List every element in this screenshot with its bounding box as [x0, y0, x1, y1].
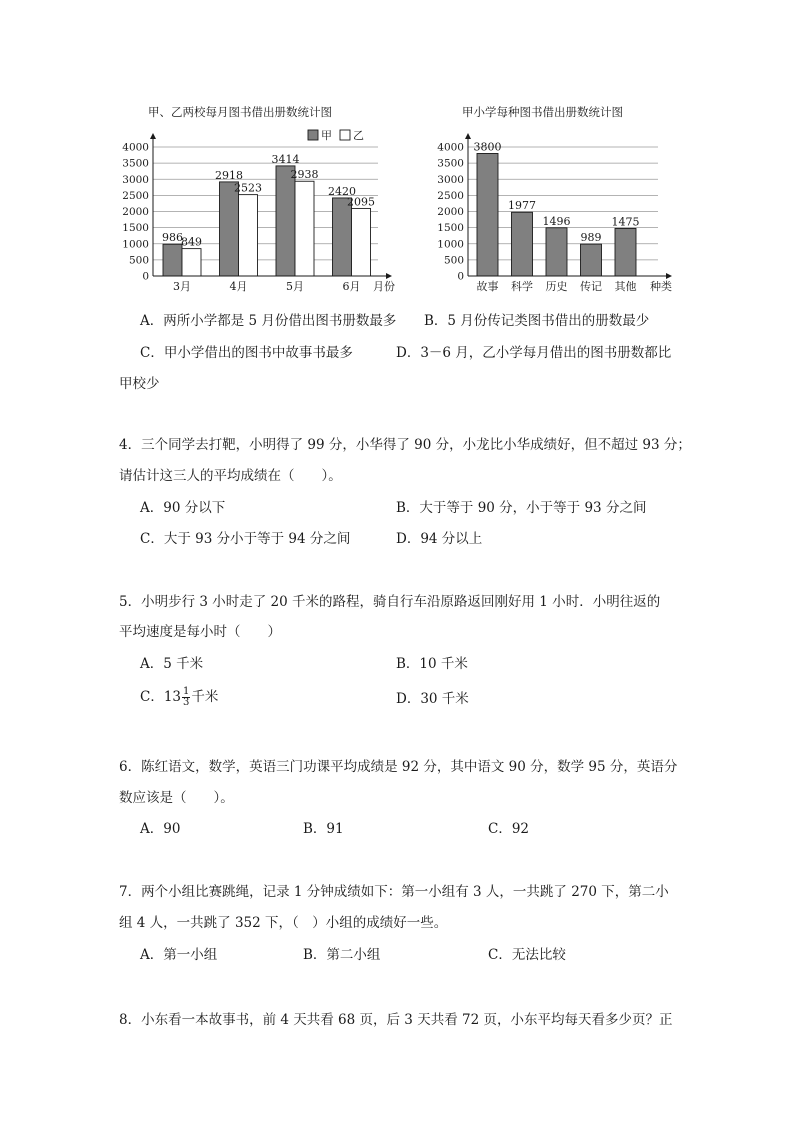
y-tick-label: 1500	[437, 222, 464, 235]
y-axis-arrow	[465, 133, 471, 139]
q5-option-c-suffix: 千米	[191, 689, 219, 705]
q5-option-b: B．10 千米	[396, 656, 468, 672]
q6-stem-line1: 6．陈红语文，数学，英语三门功课平均成绩是 92 分，其中语文 90 分，数学 95 分，英语分	[119, 759, 678, 775]
bar-value-label: 989	[580, 231, 602, 245]
bar	[512, 212, 533, 276]
x-axis-arrow	[386, 273, 392, 279]
q4-stem-line1: 4．三个同学去打靶，小明得了 99 分，小华得了 90 分，小龙比小华成绩好，但不超过 93 分；	[119, 437, 691, 453]
bar-value-label: 1977	[508, 199, 536, 213]
q3-option-c: C．甲小学借出的图书中故事书最多	[140, 345, 353, 361]
q5-option-c-prefix: C．13	[140, 689, 182, 705]
x-tick-label: 3月	[173, 280, 191, 293]
bar-value-label: 986	[162, 231, 183, 245]
bar	[546, 228, 567, 276]
q4-stem-line2: 请估计这三人的平均成绩在（ ）。	[119, 468, 342, 484]
y-tick-label: 500	[443, 254, 464, 267]
bar	[239, 195, 258, 276]
legend-swatch	[308, 130, 318, 140]
legend-swatch	[340, 130, 350, 140]
q6-option-a: A．90	[140, 821, 181, 837]
q5-option-c-numerator: 1	[183, 686, 190, 697]
q7-option-c: C．无法比较	[488, 947, 566, 963]
bar-value-label: 2095	[347, 195, 375, 209]
y-tick-label: 2500	[437, 189, 464, 202]
q5-option-c-denominator: 3	[183, 697, 190, 708]
chart2-title: 甲小学每种图书借出册数统计图	[462, 105, 623, 119]
q6-stem-line2: 数应该是（ ）。	[119, 790, 234, 806]
y-tick-label: 4000	[122, 141, 149, 154]
q5-stem-line1: 5．小明步行 3 小时走了 20 千米的路程，骑自行车沿原路返回刚好用 1 小时．小明往返的	[119, 594, 661, 610]
bar	[220, 182, 239, 276]
q3-option-d: D．3－6 月，乙小学每月借出的图书册数都比	[396, 345, 672, 361]
legend-label: 乙	[353, 129, 364, 142]
q7-option-a: A．第一小组	[140, 947, 218, 963]
bar-value-label: 2918	[215, 168, 243, 182]
x-axis-label: 种类	[650, 280, 672, 293]
y-tick-label: 2500	[122, 189, 149, 202]
q4-option-b: B．大于等于 90 分，小于等于 93 分之间	[396, 500, 647, 516]
q4-option-c: C．大于 93 分小于等于 94 分之间	[140, 531, 351, 547]
q6-option-b: B．91	[303, 821, 344, 837]
chart1-svg	[110, 124, 410, 304]
chart2-svg	[420, 124, 690, 304]
y-tick-label: 1000	[437, 238, 464, 251]
y-tick-label: 3000	[122, 173, 149, 186]
y-tick-label: 500	[128, 254, 149, 267]
bar-value-label: 2938	[290, 168, 319, 182]
bar-value-label: 2523	[234, 181, 262, 195]
y-tick-label: 0	[142, 270, 149, 283]
bar-value-label: 3414	[271, 152, 300, 166]
legend-label: 甲	[321, 129, 332, 142]
bar	[163, 244, 182, 276]
chart1-title: 甲、乙两校每月图书借出册数统计图	[148, 105, 332, 119]
x-axis-label: 月份	[373, 280, 395, 293]
bar	[295, 181, 314, 276]
bar	[581, 244, 602, 276]
bar	[477, 153, 498, 276]
y-tick-label: 3500	[122, 157, 149, 170]
q5-option-c-fraction	[182, 687, 190, 708]
bar-value-label: 1475	[611, 215, 640, 229]
x-tick-label: 4月	[229, 280, 248, 293]
bar	[276, 166, 295, 276]
x-axis-arrow	[666, 273, 672, 279]
y-tick-label: 2000	[122, 206, 149, 218]
q5-option-a: A．5 千米	[140, 656, 204, 672]
x-tick-label: 5月	[286, 280, 304, 293]
x-tick-label: 6月	[342, 280, 361, 293]
bar	[182, 249, 201, 276]
bar	[333, 198, 352, 276]
q4-option-d: D．94 分以上	[396, 531, 483, 547]
bar	[615, 228, 636, 276]
x-tick-label: 故事	[476, 280, 499, 293]
q7-option-b: B．第二小组	[303, 947, 381, 963]
bar-value-label: 849	[181, 235, 202, 249]
q5-option-c	[140, 687, 218, 708]
bar	[352, 208, 371, 276]
x-tick-label: 其他	[614, 280, 637, 293]
q3-option-a: A．两所小学都是 5 月份借出图书册数最多	[140, 313, 397, 329]
q7-stem-line2: 组 4 人，一共跳了 352 下，（ ）小组的成绩好一些。	[119, 915, 448, 931]
x-tick-label: 科学	[511, 280, 533, 293]
y-tick-label: 3000	[437, 173, 464, 186]
x-tick-label: 传记	[580, 280, 602, 293]
bar-value-label: 1496	[542, 214, 571, 228]
q6-option-c: C．92	[488, 821, 530, 837]
y-tick-label: 2000	[437, 206, 464, 218]
q8-stem-line1: 8．小东看一本故事书，前 4 天共看 68 页，后 3 天共看 72 页，小东平均每天看多少页？正	[119, 1012, 673, 1028]
q3-option-b: B．5 月份传记类图书借出的册数最少	[424, 313, 650, 329]
q4-option-a: A．90 分以下	[140, 500, 226, 516]
q7-stem-line1: 7．两个小组比赛跳绳，记录 1 分钟成绩如下：第一小组有 3 人，一共跳了 270 下，第二小	[119, 884, 669, 900]
q3-option-d-cont: 甲校少	[119, 376, 160, 392]
y-tick-label: 1000	[122, 238, 149, 251]
y-tick-label: 3500	[437, 157, 464, 170]
y-tick-label: 4000	[437, 141, 464, 154]
x-tick-label: 历史	[545, 280, 568, 293]
y-axis-arrow	[150, 133, 156, 139]
y-tick-label: 0	[457, 270, 464, 283]
bar-value-label: 3800	[473, 140, 502, 154]
q5-stem-line2: 平均速度是每小时（ ）	[119, 624, 281, 640]
bar-value-label: 2420	[328, 184, 356, 198]
q5-option-d: D．30 千米	[396, 691, 469, 707]
y-tick-label: 1500	[122, 222, 149, 235]
